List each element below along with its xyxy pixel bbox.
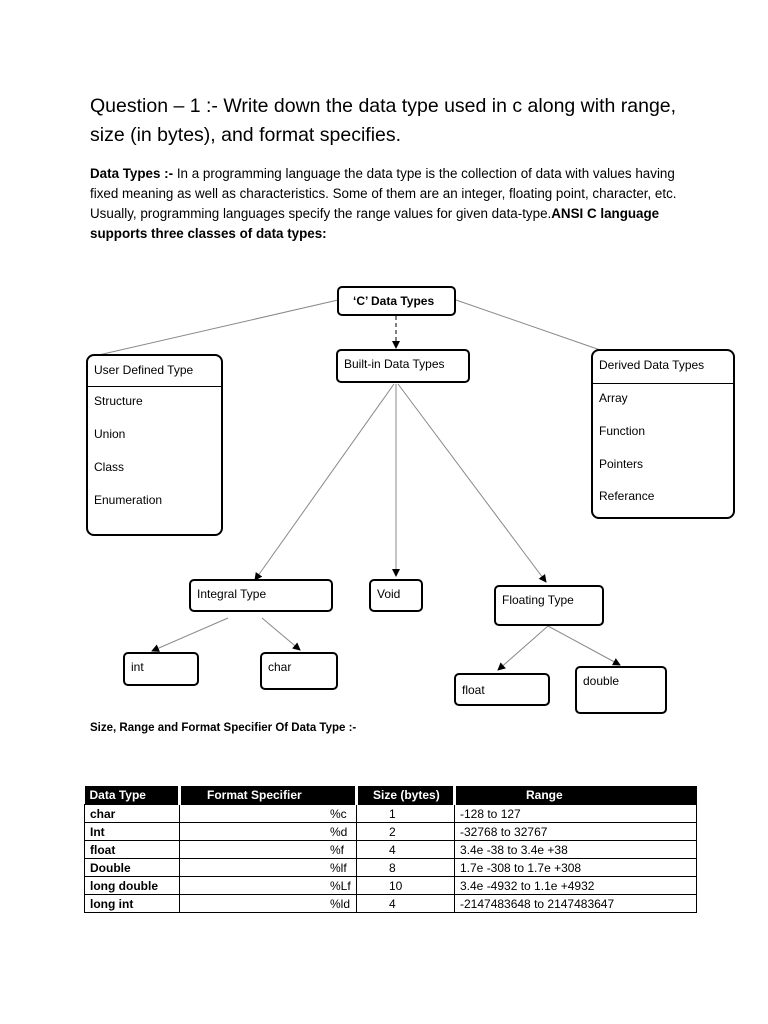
node-int: int [123, 652, 199, 686]
user-defined-item: Enumeration [94, 493, 163, 507]
derived-item: Referance [599, 489, 655, 503]
table-row [85, 895, 697, 913]
cell-range: -2147483648 to 2147483647 [455, 895, 697, 913]
user-defined-title: User Defined Type [94, 363, 194, 377]
cell-size: 8 [357, 859, 455, 877]
cell-data-type: long int [85, 895, 180, 913]
edge-root-derived [456, 300, 606, 352]
node-integral-type: Integral Type [189, 579, 333, 612]
derived-item: Pointers [599, 457, 644, 471]
cell-range: 1.7e -308 to 1.7e +308 [455, 859, 697, 877]
cell-range: -32768 to 32767 [455, 823, 697, 841]
cell-size: 2 [357, 823, 455, 841]
cell-size: 1 [357, 805, 455, 823]
cell-data-type: char [85, 805, 180, 823]
node-float: float [454, 673, 550, 706]
cell-data-type: Double [85, 859, 180, 877]
derived-title: Derived Data Types [599, 358, 705, 372]
intro-tail: ANSI C language supports three classes of data types: [90, 206, 660, 241]
table-row [85, 859, 697, 877]
edge-builtin-integral [255, 384, 394, 580]
header-data-type: Data Type [85, 786, 180, 805]
header-format-specifier: Format Specifier [180, 786, 357, 805]
cell-data-type: Int [85, 823, 180, 841]
table-row [85, 841, 697, 859]
user-defined-item: Union [94, 427, 126, 441]
user-defined-item: Structure [94, 394, 143, 408]
table-header-row [85, 786, 697, 805]
node-derived-data-types [591, 349, 735, 519]
edge-integral-char [262, 618, 300, 650]
cell-range: -128 to 127 [455, 805, 697, 823]
node-built-in-data-types: Built-in Data Types [336, 349, 470, 383]
cell-format-specifier: %c [180, 805, 357, 823]
derived-item: Function [599, 424, 646, 438]
header-size: Size (bytes) [357, 786, 455, 805]
edge-floating-double [548, 626, 620, 665]
cell-format-specifier: %lf [180, 859, 357, 877]
intro-label: Data Types :- [90, 166, 174, 181]
node-floating-type: Floating Type [494, 585, 604, 626]
cell-format-specifier: %f [180, 841, 357, 859]
table-row [85, 823, 697, 841]
edge-builtin-floating [398, 384, 546, 582]
intro-text: In a programming language the data type is the collection of data with values having fixed meaning as well as characteristics. Some of them are an integer, floating point, character, etc. Usually, programming languages specify the range values for given data-type. [90, 166, 677, 221]
cell-format-specifier: %Lf [180, 877, 357, 895]
user-defined-item: Class [94, 460, 125, 474]
edge-floating-float [498, 626, 548, 670]
cell-size: 4 [357, 841, 455, 859]
cell-data-type: float [85, 841, 180, 859]
node-c-data-types: ‘C’ Data Types [337, 286, 456, 316]
table-title: Size, Range and Format Specifier Of Data Type :- [90, 722, 357, 734]
cell-range: 3.4e -4932 to 1.1e +4932 [455, 877, 697, 895]
node-user-defined-type [86, 354, 223, 536]
cell-range: 3.4e -38 to 3.4e +38 [455, 841, 697, 859]
header-range: Range [455, 786, 697, 805]
cell-size: 10 [357, 877, 455, 895]
table-row [85, 877, 697, 895]
cell-format-specifier: %d [180, 823, 357, 841]
edge-root-user [90, 300, 338, 357]
cell-data-type: long double [85, 877, 180, 895]
data-type-table [84, 786, 697, 913]
node-char: char [260, 652, 338, 690]
edge-integral-int [152, 618, 228, 651]
question-heading: Question – 1 :- Write down the data type used in c along with range, size (in bytes), and format specifies. [90, 95, 677, 146]
table-row [85, 805, 697, 823]
derived-item: Array [599, 391, 628, 405]
node-void: Void [369, 579, 423, 612]
intro-paragraph [90, 164, 690, 244]
cell-format-specifier: %ld [180, 895, 357, 913]
cell-size: 4 [357, 895, 455, 913]
node-double: double [575, 666, 667, 714]
